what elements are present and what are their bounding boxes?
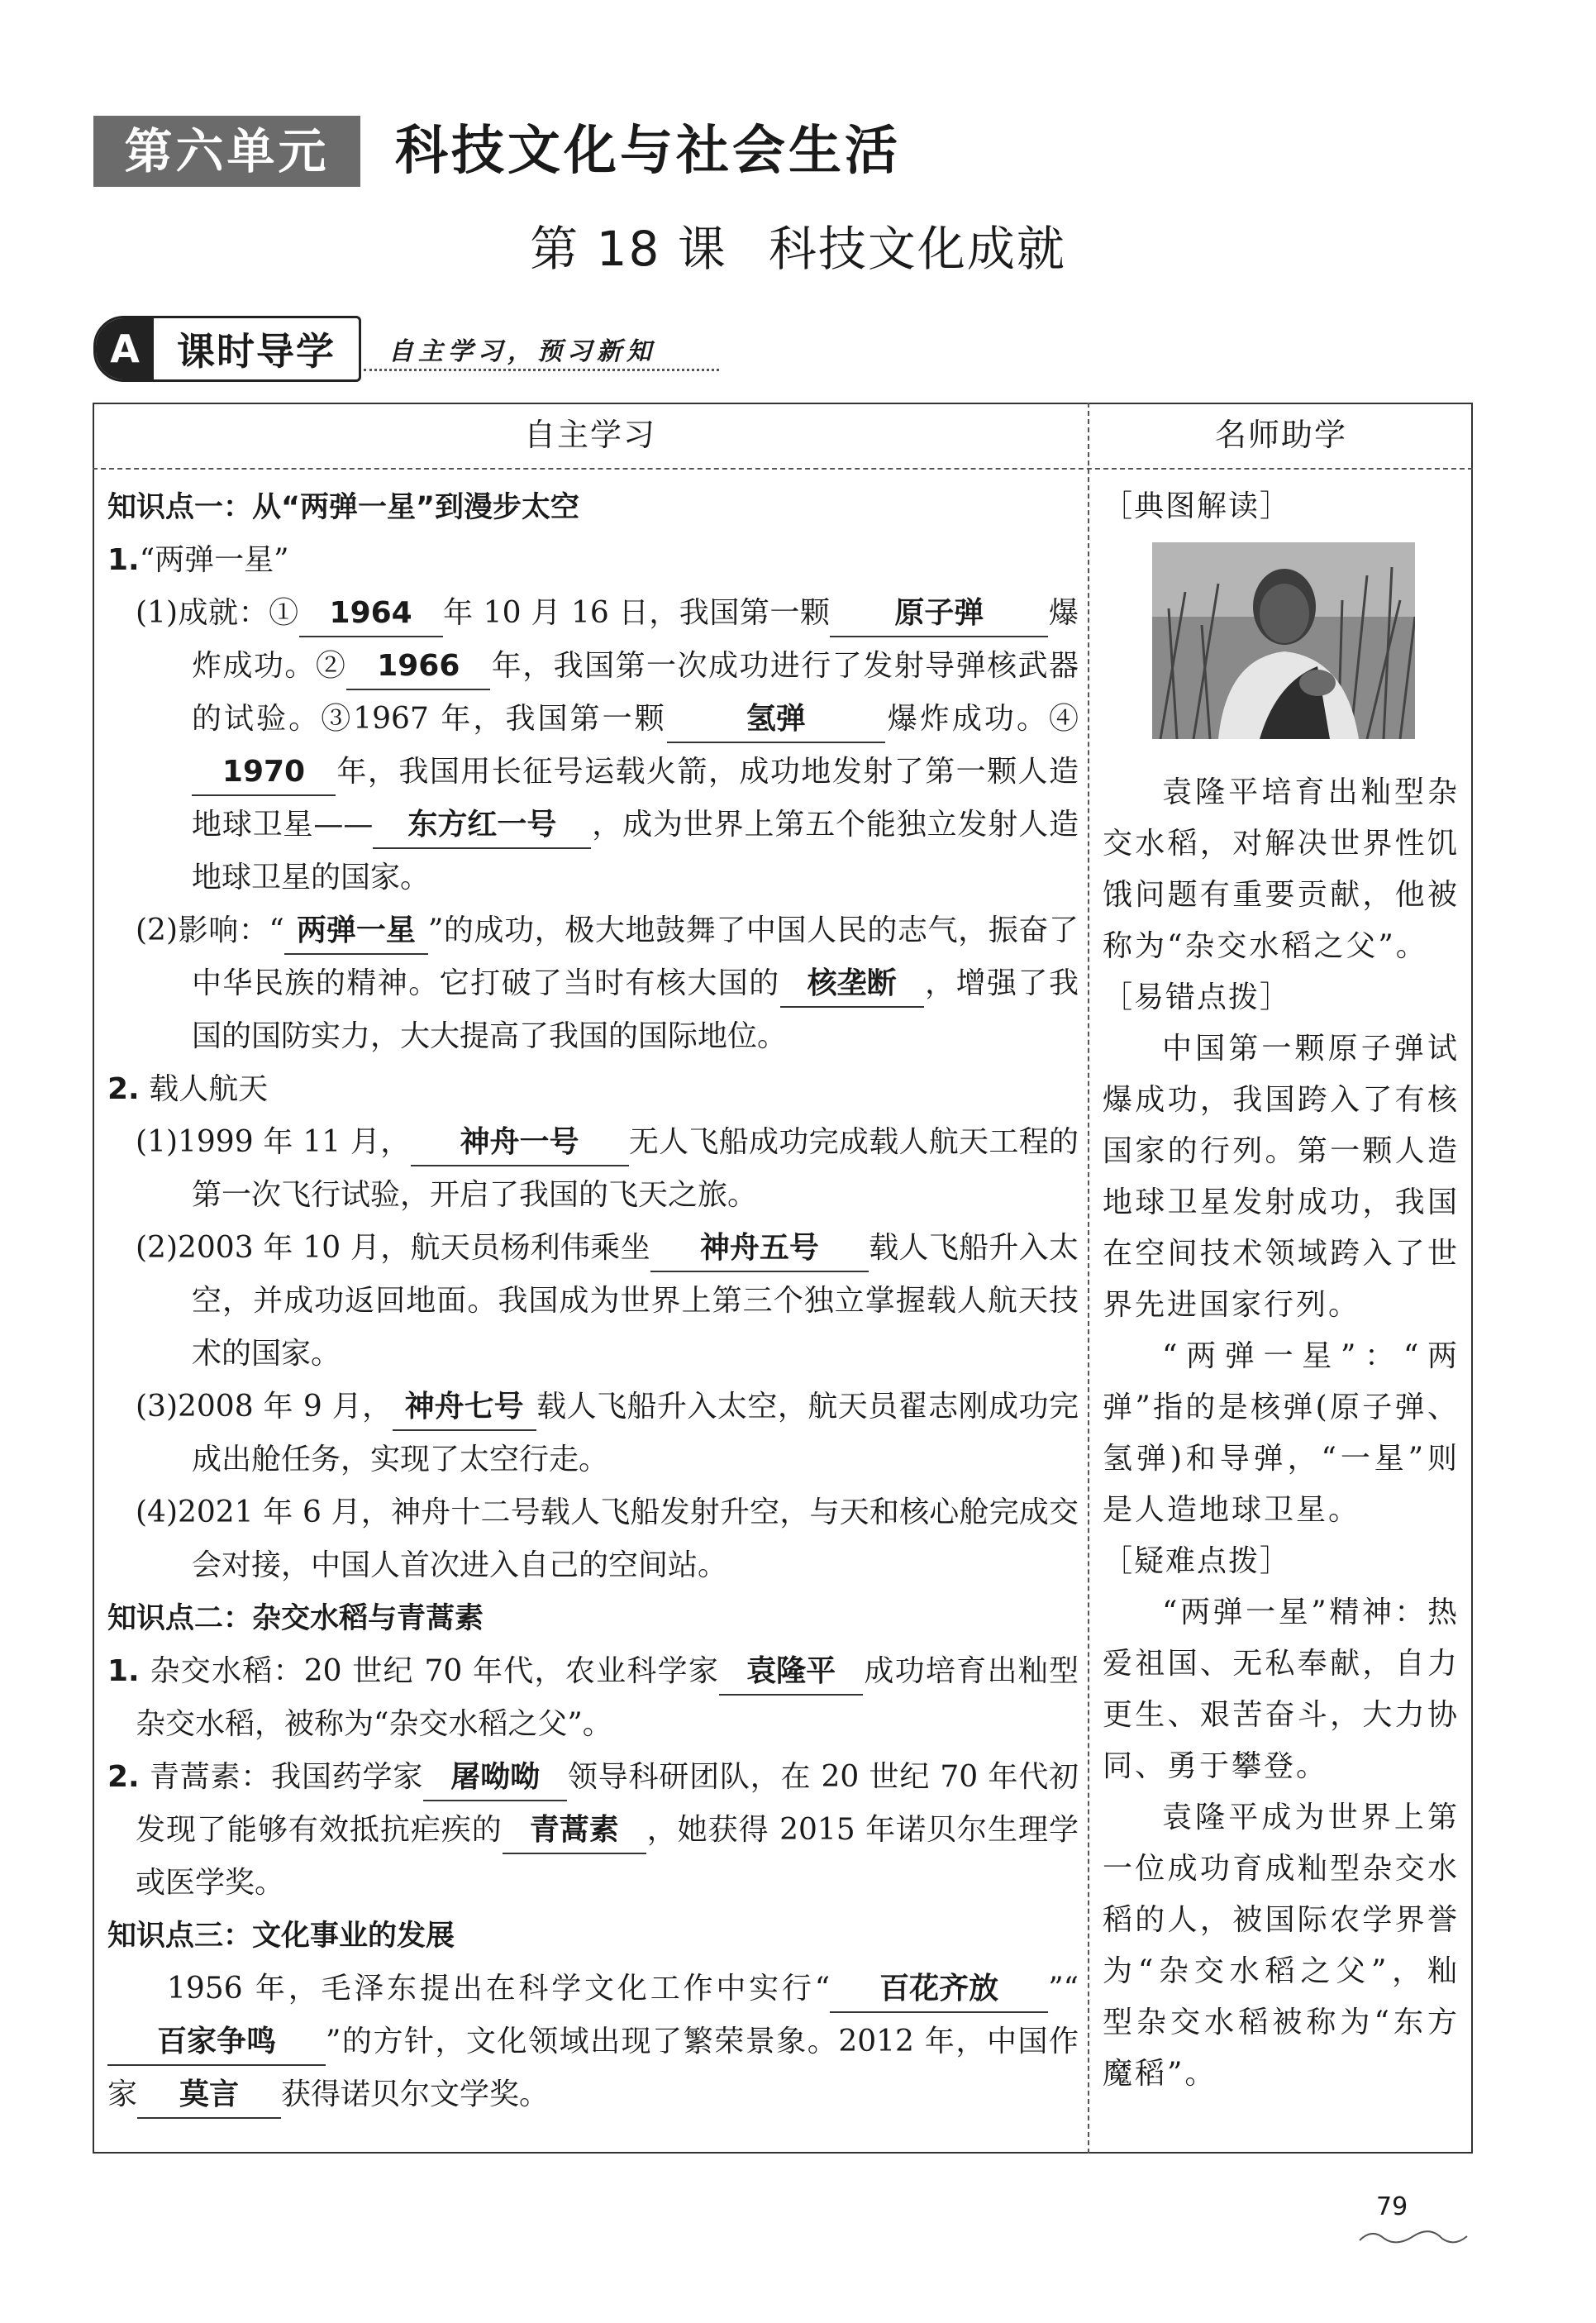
answer-blank: 原子弹 xyxy=(830,591,1048,637)
space-item: (3)2008 年 9 月， 神舟七号 载人飞船升入太空，航天员翟志刚成功完成出舱任务，实现了太空行走。 xyxy=(107,1381,1079,1486)
left-column-header: 自主学习 xyxy=(523,417,656,453)
section-label xyxy=(93,316,361,382)
achievements-paragraph: (1)成就：① 1964 年 10 月 16 日，我国第一颗 原子弹 爆炸成功。② 1966 年，我国第一次成功进行了发射导弹核武器的试验。③1967 年，我国第一颗 氢弹 爆炸成功。④1970 年，我国用长征号运载火箭，成功地发射了第一颗人造地球卫星—— 东方红一号 ，成为世界上第五个能独立发射人造地球卫星的国家。 xyxy=(107,587,1079,904)
teacher-help-column xyxy=(1103,481,1460,2100)
subsection-title: 2. 载人航天 xyxy=(107,1072,269,1106)
error-tips-text: 中国第一颗原子弹试爆成功，我国跨入了有核国家的行列。第一颗人造地球卫星发射成功，我国在空间技术领域跨入了世界先进国家行列。 xyxy=(1103,1032,1460,1322)
answer-blank: 百家争鸣 xyxy=(107,2020,326,2066)
answer-blank: 两弹一星 xyxy=(284,909,428,955)
lesson-number: 第 18 课 xyxy=(530,221,727,277)
spirit-text: “两弹一星”精神：热爱祖国、无私奉献，自力更生、艰苦奋斗，大力协同、勇于攀登。 xyxy=(1103,1596,1460,1783)
section-subtitle: 自主学习，预习新知 xyxy=(388,337,656,366)
answer-blank: 青蒿素 xyxy=(503,1808,646,1854)
two-bombs-note: “两弹一星”：“两弹”指的是核弹(原子弹、氢弹)和导弹，“一星”则是人造地球卫星。 xyxy=(1103,1339,1460,1527)
unit-badge: 第六单元 xyxy=(93,116,360,187)
subsection-title: 1.“两弹一星” xyxy=(107,543,289,577)
photo-caption: 袁隆平培育出籼型杂交水稻，对解决世界性饥饿问题有重要贡献，他被称为“杂交水稻之父”。 xyxy=(1103,775,1460,963)
yuan-longping-photo xyxy=(1152,542,1415,739)
space-item: (1)1999 年 11 月， 神舟一号 无人飞船成功完成载人航天工程的第一次飞行试验，开启了我国的飞天之旅。 xyxy=(107,1116,1079,1222)
unit-title: 科技文化与社会生活 xyxy=(395,121,901,182)
space-item: (4)2021 年 6 月，神舟十二号载人飞船发射升空，与天和核心舱完成交会对接，中国人首次进入自己的空间站。 xyxy=(136,1495,1079,1582)
lesson-title-row xyxy=(0,210,1596,279)
answer-blank: 莫言 xyxy=(137,2073,281,2119)
figure-reading-heading: ［典图解读］ xyxy=(1103,489,1292,523)
rice-paragraph: 1. 杂交水稻：20 世纪 70 年代，农业科学家 袁隆平 成功培育出籼型杂交水稻，被称为“杂交水稻之父”。 xyxy=(107,1645,1079,1751)
page-ornament-icon xyxy=(1355,2224,1471,2249)
culture-paragraph: 1956 年，毛泽东提出在科学文化工作中实行“ 百花齐放 ”“百家争鸣 ”的方针，文化领域出现了繁荣景象。2012 年，中国作家 莫言 获得诺贝尔文学奖。 xyxy=(107,1963,1079,2121)
yuan-note: 袁隆平成为世界上第一位成功育成籼型杂交水稻的人，被国际农学界誉为“杂交水稻之父”，籼型杂交水稻被称为“东方魔稻”。 xyxy=(1103,1801,1460,2091)
answer-blank: 1970 xyxy=(192,750,336,796)
answer-blank: 神舟一号 xyxy=(411,1120,629,1166)
self-study-column xyxy=(107,481,1079,2121)
answer-blank: 核垄断 xyxy=(780,961,924,1008)
right-column-header: 名师助学 xyxy=(1214,417,1347,453)
page-number: 79 xyxy=(1376,2192,1408,2221)
knowledge-point-1-title: 知识点一：从“两弹一星”到漫步太空 xyxy=(107,491,580,524)
section-letter: A xyxy=(96,318,154,379)
section-divider xyxy=(364,369,719,371)
impact-paragraph: (2)影响：“ 两弹一星 ”的成功，极大地鼓舞了中国人民的志气，振奋了中华民族的精神。它打破了当时有核大国的 核垄断 ，增强了我国的国防实力，大大提高了我国的国际地位。 xyxy=(107,904,1079,1063)
answer-blank: 百花齐放 xyxy=(830,1967,1048,2013)
knowledge-point-2-title: 知识点二：杂交水稻与青蒿素 xyxy=(107,1602,484,1635)
header-divider xyxy=(93,468,1473,470)
answer-blank: 袁隆平 xyxy=(719,1649,863,1696)
section-name: 课时导学 xyxy=(177,329,336,374)
answer-blank: 1966 xyxy=(346,644,490,690)
artemisinin-paragraph: 2. 青蒿素：我国药学家 屠呦呦 领导科研团队，在 20 世纪 70 年代初发现了能够有效抵抗疟疾的 青蒿素 ，她获得 2015 年诺贝尔生理学或医学奖。 xyxy=(107,1751,1079,1910)
answer-blank: 神舟七号 xyxy=(393,1385,536,1431)
answer-blank: 氢弹 xyxy=(667,697,885,743)
answer-blank: 东方红一号 xyxy=(373,803,591,849)
knowledge-point-3-title: 知识点三：文化事业的发展 xyxy=(107,1920,455,1953)
column-divider xyxy=(1088,403,1089,2154)
error-tips-heading: ［易错点拨］ xyxy=(1103,980,1292,1014)
answer-blank: 1964 xyxy=(299,591,443,637)
answer-blank: 屠呦呦 xyxy=(423,1755,567,1801)
space-item: (2)2003 年 10 月，航天员杨利伟乘坐 神舟五号 载人飞船升入太空，并成功返回地面。我国成为世界上第三个独立掌握载人航天技术的国家。 xyxy=(107,1222,1079,1381)
lesson-title: 科技文化成就 xyxy=(768,221,1066,277)
difficulty-tips-heading: ［疑难点拨］ xyxy=(1103,1544,1292,1578)
answer-blank: 神舟五号 xyxy=(650,1226,869,1272)
